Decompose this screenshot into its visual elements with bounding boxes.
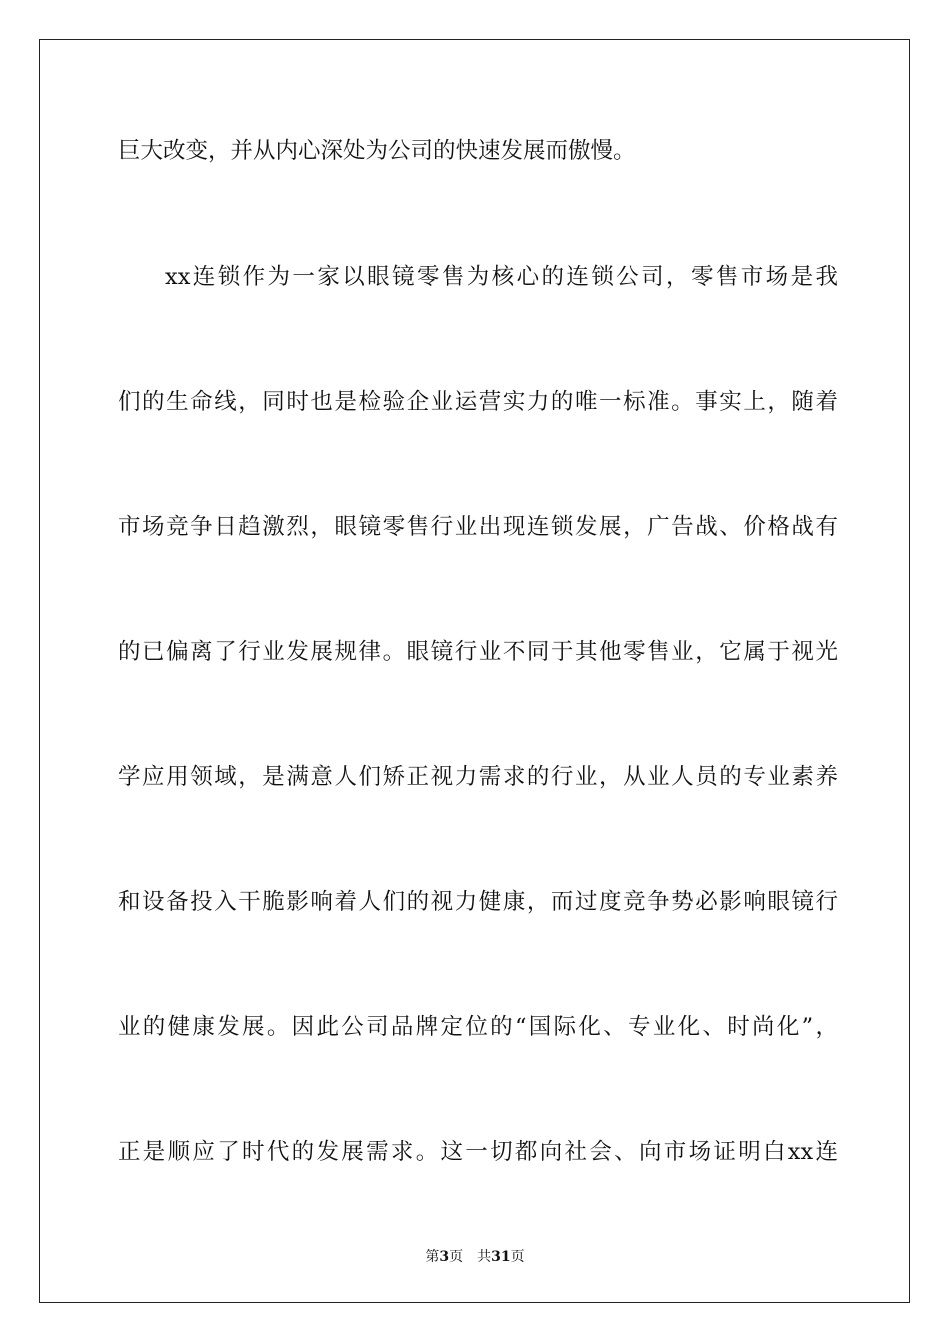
text-line-8: 业的健康发展。因此公司品牌定位的“国际化、专业化、时尚化”， [118, 1014, 838, 1040]
text-line-9: 正是顺应了时代的发展需求。这一切都向社会、向市场证明白xx连 [118, 1139, 838, 1165]
page-suffix: 页 [449, 1249, 464, 1265]
text-line-7: 和设备投入干脆影响着人们的视力健康，而过度竞争势必影响眼镜行 [118, 889, 838, 915]
total-prefix: 共 [477, 1249, 492, 1265]
text-line-2: xx连锁作为一家以眼镜零售为核心的连锁公司，零售市场是我 [165, 264, 838, 290]
page-number: 3 [439, 1249, 450, 1265]
text-line-1: 巨大改变，并从内心深处为公司的快速发展而傲慢。 [118, 138, 636, 164]
text-line-3: 们的生命线，同时也是检验企业运营实力的唯一标准。事实上，随着 [118, 389, 838, 415]
page-border [39, 39, 910, 1303]
text-line-5: 的已偏离了行业发展规律。眼镜行业不同于其他零售业，它属于视光 [118, 639, 838, 665]
page-prefix: 第 [425, 1249, 440, 1265]
text-line-6: 学应用领域，是满意人们矫正视力需求的行业，从业人员的专业素养 [118, 764, 838, 790]
page-footer [0, 1246, 950, 1266]
total-pages: 31 [491, 1249, 511, 1265]
total-suffix: 页 [510, 1249, 525, 1265]
text-line-4: 市场竞争日趋激烈，眼镜零售行业出现连锁发展，广告战、价格战有 [118, 514, 838, 540]
